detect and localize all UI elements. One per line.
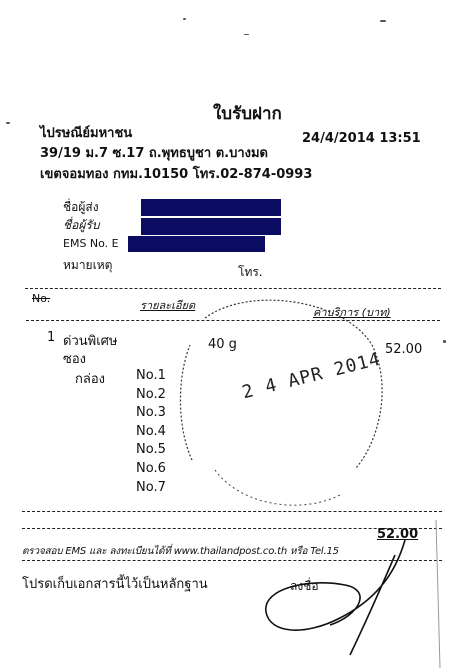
box-number: No.3 <box>136 405 166 420</box>
column-header-description: รายละเอียด <box>140 299 196 312</box>
box-number: No.2 <box>136 387 166 402</box>
recipient-label: ชื่อผู้รับ <box>63 218 100 232</box>
footer-verification-note: ตรวจสอบ EMS และ ลงทะเบียนได้ที่ www.thailandpost.co.th หรือ Tel.15 <box>22 546 339 557</box>
box-number: No.6 <box>136 461 166 476</box>
telephone-label: โทร. <box>238 265 263 279</box>
receipt-title: ใบรับฝาก <box>213 104 282 124</box>
box-number: No.7 <box>136 480 166 495</box>
box-number: No.5 <box>136 442 166 457</box>
post-office-name: ไปรษณีย์มหาชน <box>40 126 133 141</box>
scan-edge <box>436 520 440 668</box>
item-package-type: ซอง <box>63 352 86 367</box>
signature-scribble <box>266 540 405 655</box>
item-price: 52.00 <box>385 342 423 357</box>
note-label: หมายเหตุ <box>63 258 113 272</box>
address-line-2: เขตจอมทอง กทม.10150 โทร.02-874-0993 <box>40 167 313 182</box>
receipt-datetime: 24/4/2014 13:51 <box>302 131 421 146</box>
column-header-no: No. <box>32 292 51 305</box>
box-label: กล่อง <box>75 372 105 387</box>
address-line-1: 39/19 ม.7 ซ.17 ถ.พุทธบูชา ต.บางมด <box>40 146 268 161</box>
box-number: No.1 <box>136 368 166 383</box>
box-number: No.4 <box>136 424 166 439</box>
item-weight: 40 g <box>208 337 237 352</box>
postmark-date: 2 4 APR 2014 <box>240 348 383 404</box>
item-service-type: ด่วนพิเศษ <box>63 334 118 349</box>
total-amount: 52.00 <box>377 527 419 542</box>
signature-label: ลงชื่อ <box>290 579 319 593</box>
ems-number-label: EMS No. E <box>63 237 119 250</box>
sender-label: ชื่อผู้ส่ง <box>63 200 99 214</box>
postmark-ring-inner <box>215 470 340 505</box>
footer-keep-note: โปรดเก็บเอกสารนี้ไว้เป็นหลักฐาน <box>22 577 208 592</box>
item-number: 1 <box>47 330 56 345</box>
column-header-fee: ค่าบริการ (บาท) <box>313 306 391 319</box>
